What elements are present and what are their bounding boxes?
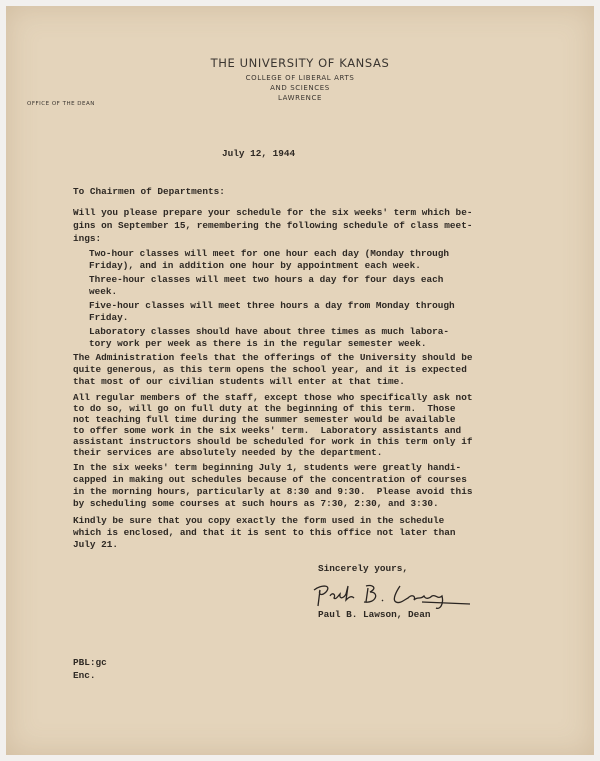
handwritten-signature [312,582,472,612]
line: by scheduling some courses at such hours as 7:30, 2:30, and 3:30. [73,498,439,509]
line: their services are absolutely needed by the department. [73,447,383,458]
line: All regular members of the staff, except those who specifically ask not [73,392,473,403]
list-item-line: Two-hour classes will meet for one hour each day (Monday through [89,248,450,259]
list-item-line: Three-hour classes will meet two hours a day for four days each [89,274,444,285]
line: quite generous, as this term opens the school year, and it is expected [73,364,467,375]
enclosure-note: Enc. [73,670,96,681]
line: to do so, will go on full duty at the beginning of this term. Those [73,403,456,414]
line: assistant instructors should be scheduled for work in this term only if [73,436,473,447]
list-item-line: Friday), and in addition one hour by appointment each week. [89,260,421,271]
list-item-line: Laboratory classes should have about three times as much labora- [89,326,450,337]
line: July 21. [73,539,119,550]
line: capped in making out schedules because of the concentration of courses [73,474,467,485]
line: Will you please prepare your schedule for the six weeks' term which be- [73,207,473,218]
signer-name: Paul B. Lawson, Dean [318,609,431,620]
college-line-2: AND SCIENCES [270,84,330,92]
line: that most of our civilian students will enter at that time. [73,376,405,387]
list-item-line: Five-hour classes will meet three hours a day from Monday through [89,300,455,311]
line: In the six weeks' term beginning July 1, students were greatly handi- [73,462,462,473]
line: ings: [73,233,102,244]
college-line-1: COLLEGE OF LIBERAL ARTS [245,74,355,82]
line: in the morning hours, particularly at 8:30 and 9:30. Please avoid this [73,486,473,497]
line: gins on September 15, remembering the following schedule of class meet- [73,220,473,231]
office-label: OFFICE OF THE DEAN [27,101,95,107]
line: Kindly be sure that you copy exactly the form used in the schedule [73,515,445,526]
letter-date: July 12, 1944 [222,148,296,159]
letter-page [6,6,594,755]
list-item-line: tory work per week as there is in the regular semester week. [89,338,427,349]
city: LAWRENCE [277,94,323,102]
typist-initials: PBL:gc [73,657,107,668]
closing: Sincerely yours, [318,563,409,574]
line: The Administration feels that the offerings of the University should be [73,352,473,363]
list-item-line: week. [89,286,118,297]
university-name: THE UNIVERSITY OF KANSAS [210,56,390,70]
salutation: To Chairmen of Departments: [73,186,225,197]
list-item-line: Friday. [89,312,129,323]
line: not teaching full time during the summer semester would be available [73,414,456,425]
line: to offer some work in the six weeks' term. Laboratory assistants and [73,425,462,436]
line: which is enclosed, and that it is sent to this office not later than [73,527,456,538]
